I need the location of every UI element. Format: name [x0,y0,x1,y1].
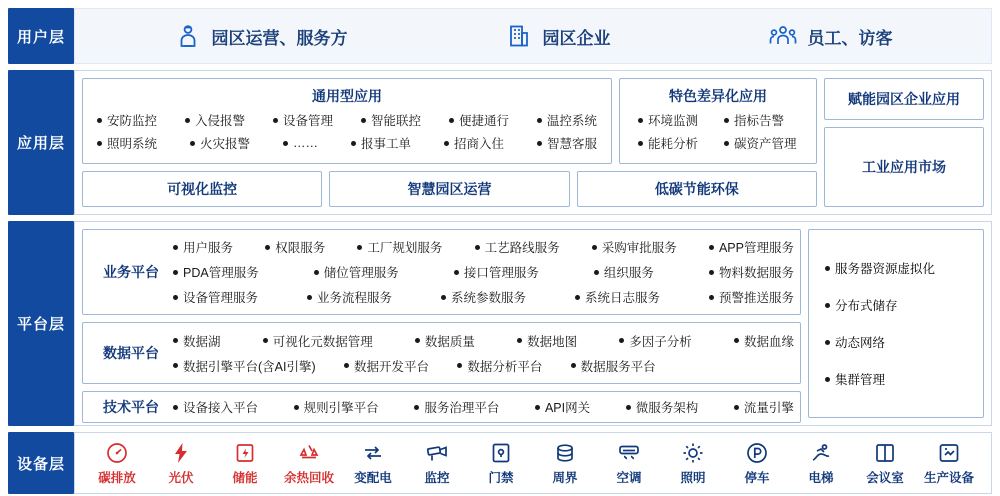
bullet-dot-icon [314,270,319,275]
platform-layer-label: 平台层 [8,221,74,426]
app-chip[interactable] [449,111,509,129]
bullet-dot-icon [173,295,178,300]
elevator-icon [809,441,833,465]
bullet-dot-icon [457,363,462,368]
platform-chip-label: 数据地图 [527,334,578,349]
app-chip-label: 温控系统 [546,114,597,128]
platform-chip[interactable] [734,332,794,350]
production-equipment-icon [937,441,961,465]
app-chip-label: 安防监控 [107,114,158,128]
bullet-dot-icon [535,405,540,410]
device-label: 周界 [552,470,578,485]
app-chip[interactable] [185,111,245,129]
app-chip-label: 报事工单 [360,137,411,151]
tech-platform-title: 技术平台 [103,399,159,415]
platform-chip[interactable] [619,332,692,350]
bullet-dot-icon [414,405,419,410]
general-application-items [91,106,603,157]
device-photovoltaic[interactable] [149,441,213,486]
bullet-dot-icon [173,363,178,368]
bullet-dot-icon [571,363,576,368]
application-right-column [824,78,984,207]
platform-chip[interactable] [517,332,577,350]
app-chip-label: 指标告警 [734,114,785,128]
bullet-dot-icon [825,266,830,271]
platform-chip[interactable] [535,398,590,416]
bullet-dot-icon [475,245,480,250]
business-platform-row [173,288,794,306]
business-platform-title: 业务平台 [103,264,159,280]
device-label: 门禁 [488,470,514,485]
platform-chip-label: 服务治理平台 [424,401,500,415]
meeting-room-icon [873,441,897,465]
user-layer-body [74,8,992,64]
data-platform-title: 数据平台 [103,345,159,361]
bullet-dot-icon [263,338,268,343]
platform-chip[interactable] [344,357,429,375]
parking-icon [745,441,769,465]
app-chip-label: 火灾报警 [200,137,251,151]
battery-storage-icon [233,441,257,465]
bullet-dot-icon [537,118,542,123]
device-waste-heat-recovery[interactable] [277,441,341,486]
bullet-dot-icon [709,295,714,300]
bullet-dot-icon [344,363,349,368]
app-chip-label: 环境监测 [648,114,699,128]
bullet-dot-icon [357,245,362,250]
infrastructure-item-label: 集群管理 [835,373,886,387]
device-label: 电梯 [808,470,834,485]
data-platform-box [82,322,801,384]
platform-chip-label: 设备接入平台 [183,401,259,415]
bullet-dot-icon [619,338,624,343]
bullet-dot-icon [361,118,366,123]
platform-chip-label: 系统日志服务 [584,291,660,305]
platform-chip[interactable] [454,263,539,281]
platform-chip-label: 系统参数服务 [450,291,526,305]
bullet-dot-icon [273,118,278,123]
app-chip[interactable] [537,134,597,152]
people-group-icon [768,22,798,50]
device-label: 变配电 [354,470,392,485]
tech-platform-row [173,398,794,416]
data-platform-row [173,357,794,375]
platform-chip[interactable] [709,238,794,256]
user-role-operator[interactable] [174,22,348,50]
bullet-dot-icon [97,141,102,146]
app-chip[interactable] [638,111,698,129]
platform-chip[interactable] [263,332,373,350]
app-chip[interactable] [724,111,784,129]
bullet-dot-icon [517,338,522,343]
device-label: 余热回收 [283,470,334,485]
platform-chip[interactable] [314,263,399,281]
platform-chip[interactable] [173,398,258,416]
bullet-dot-icon [307,295,312,300]
bullet-dot-icon [441,295,446,300]
platform-chip[interactable] [475,238,560,256]
platform-chip-label: 工厂规划服务 [367,241,443,255]
device-layer-body [74,432,992,494]
platform-chip[interactable] [709,288,794,306]
general-application-row [91,134,603,152]
platform-chip-label: 数据开发平台 [353,359,429,374]
gauge-icon [105,441,129,465]
device-label: 碳排放 [98,470,136,485]
transformer-icon [361,441,385,465]
infrastructure-item[interactable] [825,370,983,388]
tech-platform-box [82,391,801,423]
platform-chip[interactable] [294,398,379,416]
app-chip-label: 入侵报警 [194,114,245,128]
platform-chip-label: 流量引擎 [743,401,794,415]
industrial-app-market-box[interactable]: 工业应用市场 [824,127,984,207]
platform-chip-label: 数据湖 [183,334,221,349]
device-parking[interactable] [725,441,789,486]
data-platform-row [173,332,794,350]
device-label: 生产设备 [923,470,974,485]
platform-chip-label: 采购审批服务 [601,241,677,255]
platform-chip[interactable] [441,288,526,306]
bullet-dot-icon [592,245,597,250]
device-label: 停车 [744,470,770,485]
special-application-title: 特色差异化应用 [669,88,767,104]
app-chip[interactable] [724,134,797,152]
bullet-dot-icon [638,141,643,146]
bullet-dot-icon [294,405,299,410]
platform-chip-label: 预警推送服务 [718,291,794,305]
perimeter-icon [553,441,577,465]
application-left-column [82,78,817,207]
general-application-row [91,111,603,129]
platform-chip[interactable] [265,238,325,256]
bullet-dot-icon [173,270,178,275]
platform-chip-label: 可视化元数据管理 [272,334,373,349]
bullet-dot-icon [444,141,449,146]
app-chip-label: 设备管理 [282,114,333,128]
platform-chip-label: 权限服务 [275,241,326,255]
bullet-dot-icon [415,338,420,343]
general-application-box [82,78,612,164]
device-label: 空调 [616,470,642,485]
user-role-staff-visitor-label: 员工、访客 [807,28,893,48]
user-role-staff-visitor[interactable] [768,22,893,50]
visual-monitoring-box[interactable]: 可视化监控 [82,171,322,207]
infrastructure-item-label: 服务器资源虚拟化 [835,262,936,276]
app-chip[interactable] [537,111,597,129]
user-role-enterprise-label: 园区企业 [542,28,611,48]
device-energy-storage[interactable] [213,441,277,486]
special-application-items [628,106,808,157]
infrastructure-item-label: 动态网络 [835,336,886,350]
platform-chip[interactable] [173,288,258,306]
bullet-dot-icon [537,141,542,146]
platform-chip[interactable] [457,357,542,375]
bullet-dot-icon [575,295,580,300]
platform-chip-label: 规则引擎平台 [303,401,379,415]
platform-chip-label: 微服务架构 [635,401,699,415]
platform-chip[interactable] [173,332,221,350]
platform-chip-label: APP管理服务 [718,241,794,255]
bullet-dot-icon [734,405,739,410]
general-application-title: 通用型应用 [312,88,382,104]
user-layer-row [8,8,992,64]
business-platform-row [173,238,794,256]
application-layer-row [8,70,992,215]
platform-chip[interactable] [592,238,677,256]
business-platform-items [173,238,794,306]
platform-chip[interactable] [415,332,475,350]
app-chip[interactable] [97,111,157,129]
bullet-dot-icon [97,118,102,123]
bullet-dot-icon [454,270,459,275]
app-chip[interactable] [273,111,333,129]
device-elevator[interactable] [789,441,853,486]
app-chip-label: 便捷通行 [458,114,509,128]
app-chip[interactable] [444,134,504,152]
platform-chip[interactable] [357,238,442,256]
device-label: 光伏 [168,470,194,485]
platform-chip[interactable] [173,238,233,256]
tech-platform-items [173,398,794,416]
platform-chip[interactable] [575,288,660,306]
bullet-dot-icon [594,270,599,275]
device-production-equipment[interactable] [917,441,981,486]
building-icon [505,22,533,50]
bullet-dot-icon [173,245,178,250]
platform-chip-label: 数据服务平台 [580,359,656,374]
app-chip-label: 照明系统 [107,137,158,151]
app-chip[interactable] [351,134,411,152]
platform-chip-label: 储位管理服务 [323,266,399,280]
platform-chip-label: 物料数据服务 [718,266,794,280]
platform-chip[interactable] [173,357,316,375]
device-meeting-room[interactable] [853,441,917,486]
application-top-boxes [82,78,817,164]
operator-person-icon [174,22,202,50]
platform-chip-label: API网关 [544,401,591,415]
app-chip-label: 智能联控 [370,114,421,128]
recycle-heat-icon [297,441,321,465]
platform-chip-label: PDA管理服务 [183,266,259,280]
business-platform-row [173,263,794,281]
infrastructure-item[interactable] [825,296,983,314]
bullet-dot-icon [724,118,729,123]
bullet-dot-icon [265,245,270,250]
platform-chip-label: 数据分析平台 [467,359,543,374]
user-role-operator-label: 园区运营、服务方 [211,28,348,48]
platform-left-column [82,229,801,418]
smart-park-operation-box[interactable]: 智慧园区运营 [329,171,569,207]
platform-chip-label: 数据质量 [424,334,475,349]
device-label: 照明 [680,470,706,485]
platform-chip-label: 组织服务 [603,266,654,280]
user-layer-label: 用户层 [8,8,74,64]
platform-chip[interactable] [709,263,794,281]
special-application-row [628,134,808,152]
device-label: 监控 [424,470,450,485]
application-bottom-boxes [82,171,817,207]
low-carbon-energy-box[interactable]: 低碳节能环保 [577,171,817,207]
bullet-dot-icon [173,338,178,343]
device-layer-row [8,432,992,494]
app-chip[interactable] [283,136,318,150]
device-air-conditioner[interactable] [597,441,661,486]
app-chip-label: 碳资产管理 [734,137,797,151]
platform-chip[interactable] [307,288,392,306]
bullet-dot-icon [185,118,190,123]
platform-chip[interactable] [734,398,794,416]
platform-chip-label: 数据血缘 [743,334,794,349]
bullet-dot-icon [638,118,643,123]
device-layer-label: 设备层 [8,432,74,494]
special-application-box [619,78,817,164]
app-chip[interactable] [361,111,421,129]
device-lighting[interactable] [661,441,725,486]
infrastructure-item-label: 分布式储存 [835,299,898,313]
special-application-row [628,111,808,129]
air-conditioner-icon [617,441,641,465]
infrastructure-item[interactable] [825,333,983,351]
infrastructure-box [808,229,984,418]
app-chip-label: …… [293,136,318,150]
application-layer-body [74,70,992,215]
bullet-dot-icon [351,141,356,146]
app-chip[interactable] [97,134,157,152]
bullet-dot-icon [734,338,739,343]
platform-chip-label: 用户服务 [183,241,234,255]
app-chip[interactable] [638,134,698,152]
bullet-dot-icon [825,303,830,308]
device-carbon-emission[interactable] [85,441,149,486]
app-chip-label: 招商入住 [453,137,504,151]
access-lock-icon [489,441,513,465]
camera-icon [425,441,449,465]
device-surveillance[interactable] [405,441,469,486]
platform-chip-label: 业务流程服务 [316,291,392,305]
infrastructure-item[interactable] [825,259,983,277]
user-role-enterprise[interactable] [505,22,611,50]
platform-chip[interactable] [414,398,499,416]
device-perimeter[interactable] [533,441,597,486]
platform-chip-label: 多因子分析 [629,334,692,349]
business-platform-box [82,229,801,315]
bullet-dot-icon [173,405,178,410]
platform-layer-row [8,221,992,426]
data-platform-items [173,332,794,375]
platform-chip[interactable] [594,263,654,281]
device-label: 会议室 [866,470,904,485]
platform-chip[interactable] [571,357,656,375]
platform-chip[interactable] [626,398,699,416]
application-layer-label: 应用层 [8,70,74,215]
bullet-dot-icon [283,141,288,146]
bullet-dot-icon [724,141,729,146]
lightning-icon [169,441,193,465]
enable-enterprise-app-box[interactable]: 赋能园区企业应用 [824,78,984,120]
bullet-dot-icon [709,270,714,275]
app-chip-label: 能耗分析 [648,137,699,151]
platform-chip-label: 工艺路线服务 [484,241,560,255]
bullet-dot-icon [190,141,195,146]
platform-chip[interactable] [173,263,259,281]
platform-chip-label: 数据引擎平台(含AI引擎) [183,359,316,374]
platform-chip-label: 接口管理服务 [463,266,539,280]
bullet-dot-icon [825,377,830,382]
platform-layer-body [74,221,992,426]
bullet-dot-icon [825,340,830,345]
device-access-control[interactable] [469,441,533,486]
app-chip-label: 智慧客服 [546,137,597,151]
lighting-icon [681,441,705,465]
app-chip[interactable] [190,134,250,152]
platform-chip-label: 设备管理服务 [183,291,259,305]
bullet-dot-icon [626,405,631,410]
device-label: 储能 [232,470,258,485]
bullet-dot-icon [449,118,454,123]
bullet-dot-icon [709,245,714,250]
device-power-distribution[interactable] [341,441,405,486]
